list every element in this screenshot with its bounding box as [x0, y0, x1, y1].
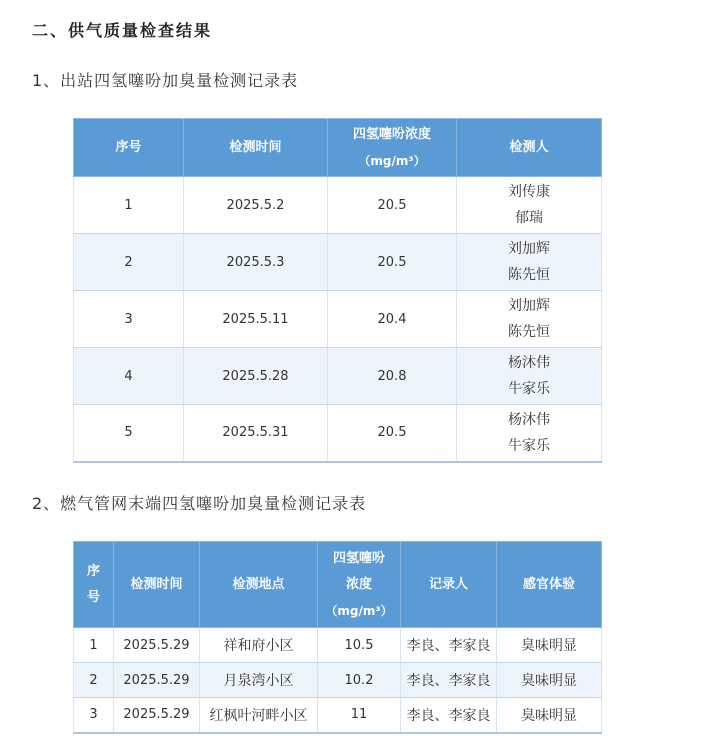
cell-serial: 5: [74, 405, 184, 462]
header-concentration-unit: （mg/m³）: [358, 153, 426, 168]
cell-concentration: 20.5: [328, 234, 457, 291]
table-header-row: [74, 542, 602, 628]
tester-name: 刘传康: [508, 184, 550, 200]
tester-name: 杨沐伟: [508, 411, 550, 428]
cell-concentration: 20.4: [328, 291, 457, 348]
cell-tester: [457, 177, 602, 234]
cell-date: 2025.5.28: [184, 348, 328, 405]
tester-name: 刘加辉: [508, 241, 550, 257]
tester-name: 陈先恒: [508, 267, 550, 283]
tester-name: 郁瑞: [515, 210, 543, 226]
header-recorder: 记录人: [401, 542, 497, 628]
cell-tester: [457, 234, 602, 291]
cell-location: 祥和府小区: [200, 628, 318, 663]
cell-concentration: 20.8: [328, 348, 457, 405]
header-test-time: 检测时间: [114, 542, 200, 628]
cell-concentration: 10.5: [318, 628, 401, 663]
cell-concentration: 11: [318, 698, 401, 733]
cell-concentration: 20.5: [328, 177, 457, 234]
table-row: [74, 628, 602, 663]
table-row: [74, 348, 602, 405]
cell-tester: [457, 405, 602, 462]
cell-date: 2025.5.29: [114, 628, 200, 663]
cell-date: 2025.5.2: [184, 177, 328, 234]
header-concentration-unit: （mg/m³）: [325, 603, 393, 618]
cell-recorder: 李良、李家良: [401, 698, 497, 733]
table-row: [74, 698, 602, 733]
cell-serial: 2: [74, 663, 114, 698]
cell-location: 红枫叶河畔小区: [200, 698, 318, 733]
cell-tester: [457, 291, 602, 348]
table-row: [74, 291, 602, 348]
section-title: 二、供气质量检查结果: [32, 21, 213, 40]
table-row: [74, 177, 602, 234]
header-tester: 检测人: [457, 119, 602, 177]
header-location: 检测地点: [200, 542, 318, 628]
header-serial-line1: 序: [86, 563, 100, 579]
header-serial: [74, 542, 114, 628]
cell-date: 2025.5.29: [114, 663, 200, 698]
cell-recorder: 李良、李家良: [401, 628, 497, 663]
header-concentration: [328, 119, 457, 177]
header-serial: 序号: [74, 119, 184, 177]
cell-tester: [457, 348, 602, 405]
tester-name: 杨沐伟: [508, 355, 550, 371]
cell-serial: 1: [74, 628, 114, 663]
tester-name: 陈先恒: [508, 324, 550, 340]
header-concentration-line1: 四氢噻吩: [332, 550, 385, 566]
cell-serial: 3: [74, 698, 114, 733]
cell-date: 2025.5.29: [114, 698, 200, 733]
cell-date: 2025.5.3: [184, 234, 328, 291]
cell-date: 2025.5.11: [184, 291, 328, 348]
cell-location: 月泉湾小区: [200, 663, 318, 698]
cell-serial: 4: [74, 348, 184, 405]
header-concentration-line2: 浓度: [345, 576, 372, 592]
table-row: [74, 405, 602, 462]
header-concentration-label: 四氢噻吩浓度: [352, 126, 431, 142]
table-row: [74, 663, 602, 698]
tester-name: 牛家乐: [508, 381, 550, 397]
header-concentration: [318, 542, 401, 628]
table-row: [74, 234, 602, 291]
table1-title: 1、出站四氢噻吩加臭量检测记录表: [32, 71, 299, 90]
tester-name: 刘加辉: [508, 298, 550, 314]
cell-recorder: 李良、李家良: [401, 663, 497, 698]
cell-sensory: 臭味明显: [497, 698, 602, 733]
cell-sensory: 臭味明显: [497, 663, 602, 698]
cell-serial: 2: [74, 234, 184, 291]
tester-name: 牛家乐: [508, 437, 550, 454]
table2-title: 2、燃气管网末端四氢噻吩加臭量检测记录表: [32, 494, 367, 513]
outlet-odorant-table: [73, 118, 602, 463]
header-serial-line2: 号: [86, 589, 100, 605]
cell-concentration: 10.2: [318, 663, 401, 698]
cell-serial: 3: [74, 291, 184, 348]
cell-sensory: 臭味明显: [497, 628, 602, 663]
table-header-row: [74, 119, 602, 177]
header-test-time: 检测时间: [184, 119, 328, 177]
header-sensory: 感官体验: [497, 542, 602, 628]
cell-serial: 1: [74, 177, 184, 234]
pipeline-end-odorant-table: [73, 541, 602, 734]
cell-date: 2025.5.31: [184, 405, 328, 462]
cell-concentration: 20.5: [328, 405, 457, 462]
